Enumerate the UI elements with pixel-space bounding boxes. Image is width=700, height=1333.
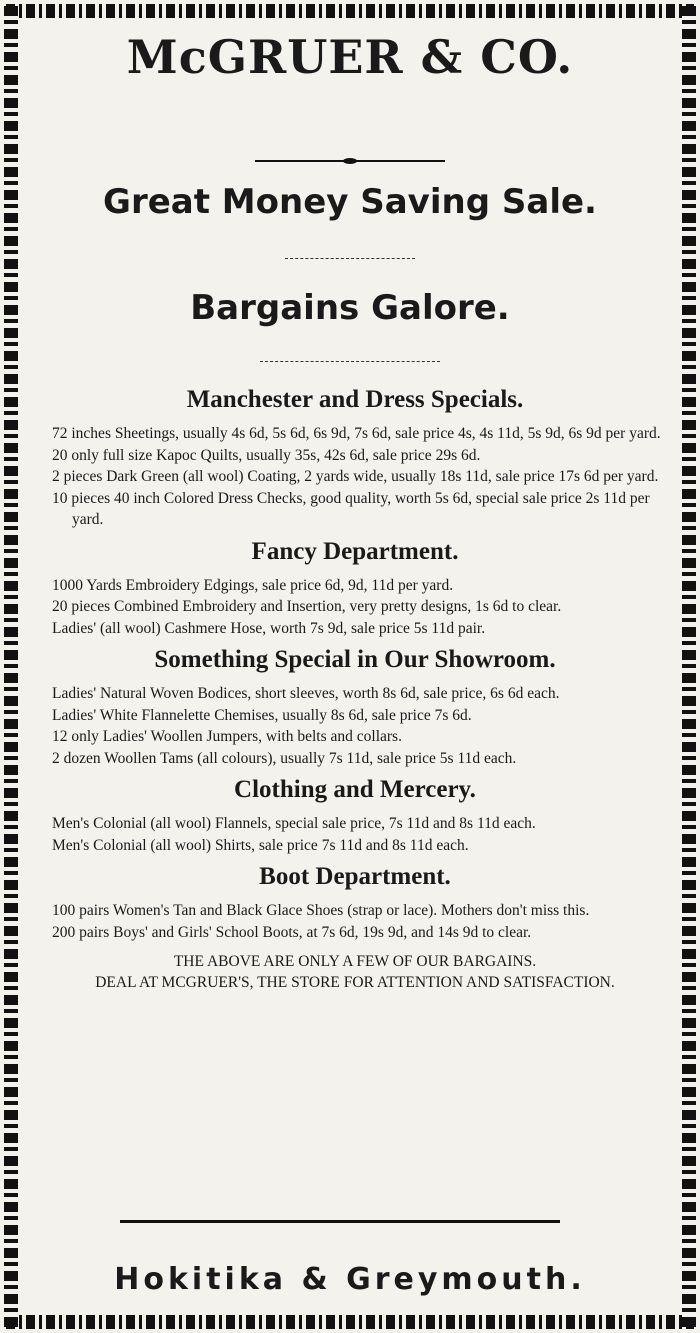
sale-item: 200 pairs Boys' and Girls' School Boots, at 7s 6d, 19s 9d, and 14s 9d to clear. bbox=[52, 923, 532, 941]
headline-bargains: Bargains Galore. bbox=[190, 288, 510, 328]
sale-item: Ladies' White Flannelette Chemises, usually 8s 6d, sale price 7s 6d. bbox=[52, 706, 472, 724]
sale-item: 10 pieces 40 inch Colored Dress Checks, good quality, worth 5s 6d, special sale price 2s 11d per yard. bbox=[52, 489, 650, 528]
sale-item: 2 dozen Woollen Tams (all colours), usually 7s 11d, sale price 5s 11d each. bbox=[52, 749, 517, 767]
section-title: Clothing and Mercery. bbox=[234, 776, 476, 803]
dashed-divider bbox=[260, 361, 440, 362]
sale-item: 20 pieces Combined Embroidery and Insertion, very pretty designs, 1s 6d to clear. bbox=[52, 598, 562, 615]
sale-item: 72 inches Sheetings, usually 4s 6d, 5s 6d, 6s 9d, 7s 6d, sale price 4s, 4s 11d, 5s 9d, 6s 9d per yard. bbox=[52, 425, 661, 442]
closing-block bbox=[44, 951, 666, 993]
sale-item: 1000 Yards Embroidery Edgings, sale price 6d, 9d, 11d per yard. bbox=[52, 576, 454, 594]
ornament-dot bbox=[343, 158, 357, 164]
closing-line: DEAL AT MCGRUER'S, THE STORE FOR ATTENTION AND SATISFACTION. bbox=[95, 974, 615, 991]
closing-line: THE ABOVE ARE ONLY A FEW OF OUR BARGAINS. bbox=[173, 953, 537, 970]
sale-item: 100 pairs Women's Tan and Black Glace Shoes (strap or lace). Mothers don't miss this. bbox=[52, 902, 590, 919]
footer-rule bbox=[120, 1220, 560, 1223]
section-title: Something Special in Our Showroom. bbox=[154, 646, 556, 673]
sale-item: Men's Colonial (all wool) Shirts, sale price 7s 11d and 8s 11d each. bbox=[52, 836, 469, 854]
sale-item: Ladies' Natural Woven Bodices, short sleeves, worth 8s 6d, sale price, 6s 6d each. bbox=[52, 685, 560, 702]
section-title: Fancy Department. bbox=[251, 537, 459, 565]
section-title: Boot Department. bbox=[259, 863, 451, 890]
bottom-border bbox=[6, 1315, 694, 1329]
headline-sale: Great Money Saving Sale. bbox=[103, 182, 597, 222]
section-title: Manchester and Dress Specials. bbox=[186, 386, 524, 413]
sale-item: 20 only full size Kapoc Quilts, usually 35s, 42s 6d, sale price 29s 6d. bbox=[52, 446, 481, 464]
top-border bbox=[6, 4, 694, 18]
sale-item: Ladies' (all wool) Cashmere Hose, worth 7s 9d, sale price 5s 11d pair. bbox=[52, 619, 486, 637]
footer-locations: Hokitika & Greymouth. bbox=[114, 1262, 586, 1297]
sale-item: Men's Colonial (all wool) Flannels, special sale price, 7s 11d and 8s 11d each. bbox=[52, 815, 536, 832]
dashed-divider bbox=[285, 258, 415, 259]
company-name: McGRUER & CO. bbox=[126, 30, 574, 84]
sale-item: 2 pieces Dark Green (all wool) Coating, 2 yards wide, usually 18s 11d, sale price 17s 6d per yard. bbox=[52, 468, 659, 485]
sections-container bbox=[44, 385, 666, 993]
sale-item: 12 only Ladies' Woollen Jumpers, with belts and collars. bbox=[52, 728, 402, 745]
